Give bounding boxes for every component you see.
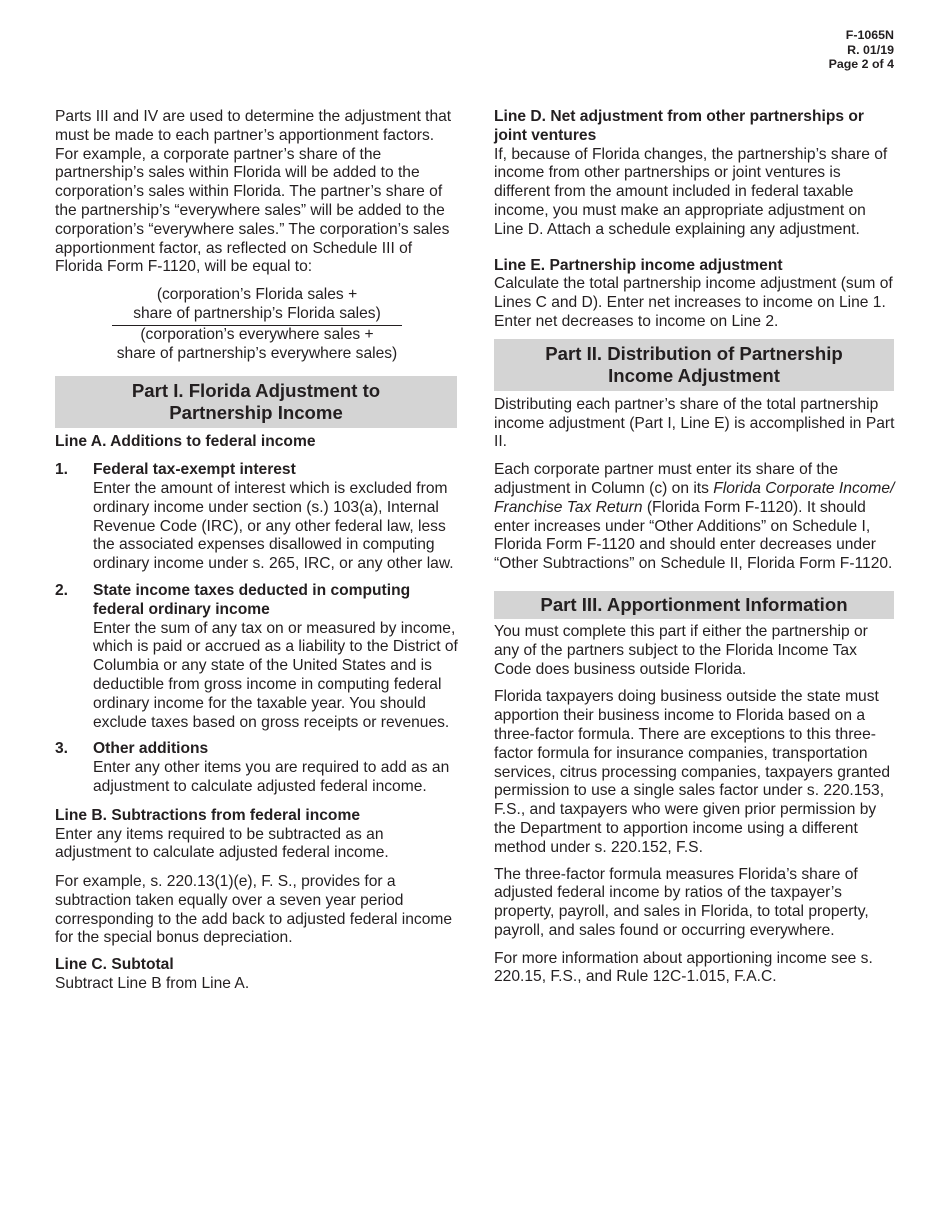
line-d-heading: Line D. Net adjustment from other partnerships or joint ventures <box>494 108 864 144</box>
part2-paragraph-1: Distributing each partner’s share of the total partnership income adjustment (Part I, Line E) is accomplished in Part II. <box>494 395 895 451</box>
item-number: 3. <box>55 740 69 758</box>
list-item <box>55 582 459 732</box>
part3-paragraph-4: For more information about apportioning income see s. 220.15, F.S., and Rule 12C-1.015, F.A.C. <box>494 949 873 986</box>
part3-paragraph-2: Florida taxpayers doing business outside the state must apportion their business income to Florida based on a three-factor formula. There are exceptions to this three-factor formula for insurance companies, transportation services, citrus processing companies, taxpayers granted permission to use a single sales factor under s. 220.153, F.S., and taxpayers who were given prior permission by the Department to apportion income using a different method under s. 220.152, F.S. <box>494 688 891 856</box>
line-a-heading: Line A. Additions to federal income <box>55 433 316 451</box>
page-number: Page 2 of 4 <box>828 57 894 71</box>
item-title: Other additions <box>93 740 209 758</box>
form-revision: R. 01/19 <box>847 42 894 57</box>
part1-heading-line1: Part I. Florida Adjustment to <box>131 380 381 402</box>
right-column <box>494 108 896 987</box>
line-c-body: Subtract Line B from Line A. <box>55 975 250 993</box>
text: (Florida Form F-1120). It should enter increases under “Other Additions” on Schedule I, Florida Form F-1120 and should enter decreases under “Other Subtractions” on Schedule II, Florida Form F-1120. <box>494 498 893 573</box>
form-number: F-1065N <box>845 28 894 42</box>
item-body: Enter the sum of any tax on or measured by income, which is paid or accrued as a liability to the District of Columbia or any state of the United States and is deductible from gross income in computing federal ordinary income for the taxable year. You should exclude taxes based on gross receipts or revenues. <box>93 619 458 731</box>
text: Each corporate partner must enter its share of the adjustment in Column (c) on its <box>494 461 839 497</box>
line-b-section <box>55 807 459 863</box>
formula-denominator-2: share of partnership’s everywhere sales) <box>116 344 398 362</box>
part2-heading <box>494 339 894 391</box>
formula-numerator-1: (corporation’s Florida sales + <box>156 286 358 304</box>
left-column <box>55 108 459 994</box>
list-item <box>55 740 459 796</box>
line-d-body: If, because of Florida changes, the partnership’s share of income from other partnerships or joint ventures is different from the amount included in federal taxable income, you must make an appropriate adjustment on Line D. Attach a schedule explaining any adjustment. <box>494 145 888 238</box>
form-title-italic: Florida Corporate Income/ Franchise Tax Return <box>494 479 895 516</box>
part2-heading-line2: Income Adjustment <box>608 364 780 386</box>
item-number: 2. <box>55 581 69 599</box>
item-body: Enter any other items you are required to add as an adjustment to calculate adjusted federal income. <box>93 759 450 795</box>
intro-paragraph: Parts III and IV are used to determine the adjustment that must be made to each partner’s apportionment factors. For example, a corporate partner’s share of the partnership’s sales within Florida will be added to the corporation’s sales within Florida. The partner’s share of the partnership’s “everywhere sales” will be added to the corporation’s “everywhere sales.” The corporation’s sales apportionment factor, as reflected on Schedule III of Florida Form F-1120, will be equal to: <box>55 108 452 276</box>
part1-heading-line2: Partnership Income <box>169 402 343 424</box>
item-title: Federal tax-exempt interest <box>93 461 296 479</box>
line-b-example: For example, s. 220.13(1)(e), F. S., provides for a subtraction taken equally over a seven year period corresponding to the add back to adjusted federal income for the special bonus depreciation. <box>55 873 453 947</box>
line-c-section <box>55 956 459 994</box>
part1-heading <box>55 376 457 428</box>
line-e-section <box>494 257 896 332</box>
item-body: Enter the amount of interest which is excluded from ordinary income under section (s.) 103(a), Internal Revenue Code (IRC), or any other federal law, less the associated expenses disallowed in computing ordinary income under s. 265, IRC, or any other law. <box>93 479 454 573</box>
line-c-heading: Line C. Subtotal <box>55 956 174 974</box>
part3-heading-text: Part III. Apportionment Information <box>540 593 848 615</box>
part3-paragraph-1: You must complete this part if either the partnership or any of the partners subject to the Florida Income Tax Code does business outside Florida. <box>494 622 868 678</box>
line-b-heading: Line B. Subtractions from federal income <box>55 806 360 824</box>
line-e-heading: Line E. Partnership income adjustment <box>494 256 783 274</box>
formula-numerator-2: share of partnership’s Florida sales) <box>133 304 381 322</box>
item-title: State income taxes deducted in computing federal ordinary income <box>93 581 411 618</box>
part2-paragraph-2 <box>494 461 896 574</box>
part3-heading <box>494 591 894 619</box>
sales-factor-formula <box>55 286 459 363</box>
item-number: 1. <box>55 461 69 479</box>
line-b-body: Enter any items required to be subtracted as an adjustment to calculate adjusted federal income. <box>55 825 389 862</box>
formula-denominator-1: (corporation’s everywhere sales + <box>140 325 374 343</box>
list-item <box>55 461 459 574</box>
form-header <box>829 28 894 72</box>
line-e-body: Calculate the total partnership income adjustment (sum of Lines C and D). Enter net increases to income on Line 1. Enter net decreases to income on Line 2. <box>494 275 893 330</box>
line-d-section <box>494 108 896 240</box>
part3-paragraph-3: The three-factor formula measures Florida’s share of adjusted federal income by ratios of the taxpayer’s property, payroll, and sales in Florida, to total property, payroll, and sales found or occurring everywhere. <box>494 865 869 939</box>
part2-heading-line1: Part II. Distribution of Partnership <box>545 342 843 364</box>
